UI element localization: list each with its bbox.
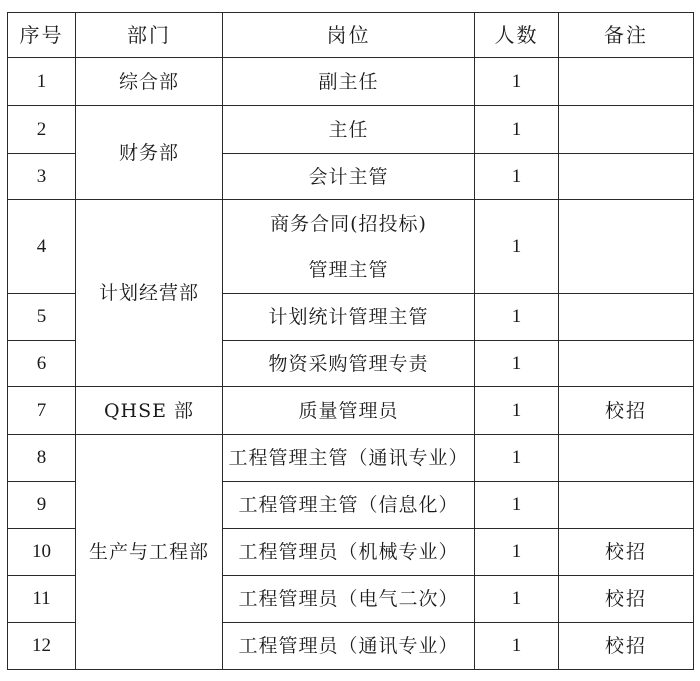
row-no: 7 bbox=[8, 387, 76, 435]
table-row bbox=[8, 200, 694, 294]
note-cell bbox=[559, 294, 694, 341]
row-no: 11 bbox=[8, 576, 76, 623]
row-no: 1 bbox=[8, 58, 76, 106]
count-cell: 1 bbox=[475, 435, 559, 482]
note-cell bbox=[559, 341, 694, 387]
count-cell: 1 bbox=[475, 58, 559, 106]
row-no: 4 bbox=[8, 200, 76, 294]
staffing-table bbox=[7, 12, 694, 670]
row-no: 2 bbox=[8, 106, 76, 154]
header-note: 备注 bbox=[559, 13, 694, 58]
header-count: 人数 bbox=[475, 13, 559, 58]
post-cell: 工程管理员（电气二次） bbox=[223, 576, 475, 623]
count-cell: 1 bbox=[475, 623, 559, 670]
header-no: 序号 bbox=[8, 13, 76, 58]
count-cell: 1 bbox=[475, 576, 559, 623]
row-no: 6 bbox=[8, 341, 76, 387]
post-cell bbox=[223, 200, 475, 294]
post-cell: 会计主管 bbox=[223, 154, 475, 200]
post-cell: 工程管理员（机械专业） bbox=[223, 529, 475, 576]
dept-cell: 计划经营部 bbox=[76, 200, 223, 387]
post-cell: 计划统计管理主管 bbox=[223, 294, 475, 341]
note-cell: 校招 bbox=[559, 529, 694, 576]
table-row bbox=[8, 387, 694, 435]
post-cell: 副主任 bbox=[223, 58, 475, 106]
note-cell bbox=[559, 154, 694, 200]
count-cell: 1 bbox=[475, 387, 559, 435]
header-post: 岗位 bbox=[223, 13, 475, 58]
post-cell: 工程管理主管（信息化） bbox=[223, 482, 475, 529]
note-cell bbox=[559, 106, 694, 154]
row-no: 9 bbox=[8, 482, 76, 529]
post-cell: 物资采购管理专责 bbox=[223, 341, 475, 387]
count-cell: 1 bbox=[475, 341, 559, 387]
row-no: 12 bbox=[8, 623, 76, 670]
row-no: 5 bbox=[8, 294, 76, 341]
post-cell: 工程管理员（通讯专业） bbox=[223, 623, 475, 670]
row-no: 8 bbox=[8, 435, 76, 482]
note-cell: 校招 bbox=[559, 387, 694, 435]
post-line: 管理主管 bbox=[308, 258, 389, 281]
post-line: 商务合同(招投标) bbox=[270, 212, 427, 235]
row-no: 10 bbox=[8, 529, 76, 576]
note-cell bbox=[559, 58, 694, 106]
post-cell: 质量管理员 bbox=[223, 387, 475, 435]
count-cell: 1 bbox=[475, 529, 559, 576]
note-cell bbox=[559, 200, 694, 294]
count-cell: 1 bbox=[475, 482, 559, 529]
note-cell bbox=[559, 482, 694, 529]
row-no: 3 bbox=[8, 154, 76, 200]
table-row bbox=[8, 106, 694, 154]
note-cell: 校招 bbox=[559, 623, 694, 670]
table-row bbox=[8, 58, 694, 106]
count-cell: 1 bbox=[475, 106, 559, 154]
count-cell: 1 bbox=[475, 294, 559, 341]
header-dept: 部门 bbox=[76, 13, 223, 58]
dept-cell: QHSE 部 bbox=[76, 387, 223, 435]
dept-cell: 财务部 bbox=[76, 106, 223, 200]
count-cell: 1 bbox=[475, 154, 559, 200]
table-row bbox=[8, 435, 694, 482]
table-header-row bbox=[8, 13, 694, 58]
dept-cell: 综合部 bbox=[76, 58, 223, 106]
post-cell: 工程管理主管（通讯专业） bbox=[223, 435, 475, 482]
count-cell: 1 bbox=[475, 200, 559, 294]
post-cell: 主任 bbox=[223, 106, 475, 154]
note-cell: 校招 bbox=[559, 576, 694, 623]
dept-cell: 生产与工程部 bbox=[76, 435, 223, 670]
note-cell bbox=[559, 435, 694, 482]
